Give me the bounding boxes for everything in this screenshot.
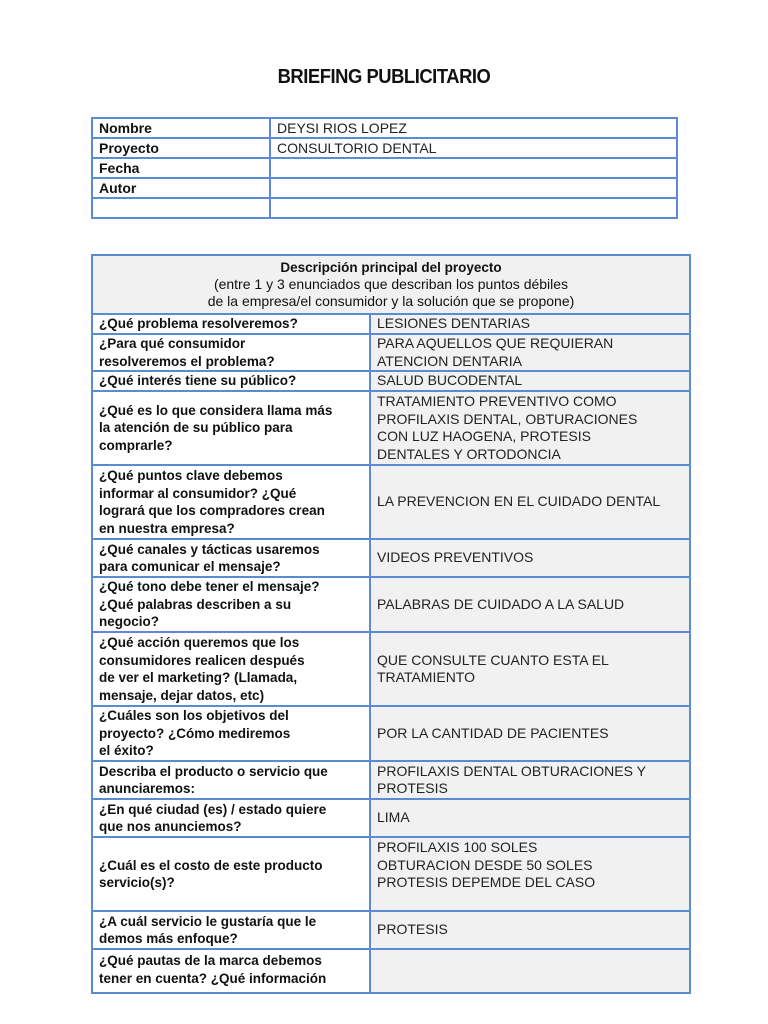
answer-line: PROFILAXIS DENTAL, OBTURACIONES [377,410,638,427]
brief-row [92,539,690,577]
brief-row [92,334,690,371]
question-line: que nos anunciemos? [99,819,242,834]
question-line: ¿Qué problema resolveremos? [99,316,298,332]
answer-cell [370,334,690,371]
info-row [92,178,677,198]
question-line: proyecto? ¿Cómo mediremos [99,725,291,741]
question-cell [92,314,370,334]
brief-row [92,911,690,949]
question-line: negocio? [99,614,159,630]
question-cell [92,371,370,391]
answer-line: LESIONES DENTARIAS [377,315,531,332]
question-cell [92,911,370,949]
question-cell [92,391,370,465]
info-label: Autor [92,178,270,198]
question-line: ¿Para qué consumidor [99,336,246,351]
answer-cell [370,539,690,577]
question-line: ¿Qué acción queremos que los [99,635,300,650]
description-line-2: de la empresa/el consumidor y la solución que se propone) [207,293,575,309]
answer-line: OBTURACION DESDE 50 SOLES [377,856,593,873]
question-line: ¿Cuál es el costo de este producto [99,857,323,873]
answer-line: POR LA CANTIDAD DE PACIENTES [377,724,609,741]
question-cell [92,706,370,761]
brief-row [92,799,690,837]
info-value: DEYSI RIOS LOPEZ [270,118,677,138]
answer-line: TRATAMIENTO [377,669,475,685]
question-line: la atención de su público para [99,420,293,436]
question-line: ¿Qué interés tiene su público? [99,373,297,389]
description-heading: Descripción principal del proyecto [280,260,502,275]
answer-line: VIDEOS PREVENTIVOS [377,549,534,566]
question-line: en nuestra empresa? [99,520,235,536]
question-line: ¿Qué puntos clave debemos [99,468,283,483]
info-label: Proyecto [92,138,270,158]
answer-cell [370,837,690,911]
brief-row [92,465,690,539]
question-line: logrará que los compradores crean [99,503,325,518]
info-row [92,198,677,218]
description-header [92,255,690,314]
question-line: servicio(s)? [99,875,175,890]
answer-line: QUE CONSULTE CUANTO ESTA EL [377,651,609,668]
answer-line: PARA AQUELLOS QUE REQUIERAN [377,335,614,351]
question-line: ¿En qué ciudad (es) / estado quiere [99,801,327,817]
brief-row [92,706,690,761]
question-line: tener en cuenta? ¿Qué información [99,970,327,986]
answer-line: LIMA [377,809,410,826]
answer-line: SALUD BUCODENTAL [377,372,523,389]
info-row [92,158,677,178]
answer-line: PROTESIS [377,780,448,796]
answer-line [377,962,683,980]
question-line: ¿Qué tono debe tener el mensaje? [99,579,320,595]
info-value: CONSULTORIO DENTAL [270,138,677,158]
answer-line: PALABRAS DE CUIDADO A LA SALUD [377,595,625,612]
question-line: Describa el producto o servicio que [99,763,328,779]
info-value [270,178,677,198]
answer-cell [370,371,690,391]
description-line-1: (entre 1 y 3 enunciados que describan los puntos débiles [213,276,569,292]
info-row [92,118,677,138]
answer-cell [370,314,690,334]
question-line: comprarle? [99,437,173,453]
question-cell [92,949,370,993]
info-row [92,138,677,158]
answer-line: DENTALES Y ORTODONCIA [377,445,561,462]
question-line: de ver el marketing? (Llamada, [99,670,298,685]
question-line: ¿Qué palabras describen a su [99,596,292,612]
brief-row [92,577,690,632]
question-line: resolveremos el problema? [99,353,275,369]
question-line: el éxito? [99,743,154,759]
question-line: para comunicar el mensaje? [99,559,281,574]
answer-line: TRATAMIENTO PREVENTIVO COMO [377,393,617,409]
question-line: ¿A cuál servicio le gustaría que le [99,913,317,929]
answer-cell [370,911,690,949]
info-value [270,198,677,218]
question-line: ¿Qué es lo que considera llama más [99,402,333,418]
description-header-row [92,255,690,314]
question-cell [92,799,370,837]
brief-row [92,314,690,334]
info-label: Nombre [92,118,270,138]
answer-line: PROFILAXIS DENTAL OBTURACIONES Y [377,762,646,779]
answer-line: CON LUZ HAOGENA, PROTESIS [377,428,591,444]
brief-table [91,254,691,994]
question-cell [92,761,370,799]
brief-row [92,391,690,465]
question-cell [92,465,370,539]
question-line: anunciaremos: [99,781,196,796]
question-cell [92,334,370,371]
question-line: informar al consumidor? ¿Qué [99,485,297,501]
question-cell [92,577,370,632]
answer-cell [370,577,690,632]
question-cell [92,539,370,577]
brief-row [92,949,690,993]
answer-line: PROTESIS DEPEMDE DEL CASO [377,874,596,890]
answer-cell [370,465,690,539]
info-value [270,158,677,178]
answer-cell [370,391,690,465]
brief-row [92,371,690,391]
answer-cell [370,706,690,761]
question-line: ¿Cuáles son los objetivos del [99,708,289,724]
answer-cell [370,761,690,799]
question-line: demos más enfoque? [99,931,238,946]
answer-line: LA PREVENCION EN EL CUIDADO DENTAL [377,493,661,510]
answer-line: PROFILAXIS 100 SOLES [377,839,538,855]
page-title: BRIEFING PUBLICITARIO [277,66,491,88]
question-cell [92,632,370,706]
info-table [91,117,678,219]
answer-cell [370,799,690,837]
question-line: mensaje, dejar datos, etc) [99,687,265,703]
answer-line: ATENCION DENTARIA [377,352,522,369]
info-label [92,198,270,218]
brief-row [92,632,690,706]
brief-row [92,761,690,799]
info-label: Fecha [92,158,270,178]
answer-line [377,892,683,910]
answer-cell [370,949,690,993]
brief-row [92,837,690,911]
question-cell [92,837,370,911]
answer-line: PROTESIS [377,921,448,938]
answer-cell [370,632,690,706]
question-line: consumidores realicen después [99,652,305,668]
question-line: ¿Qué canales y tácticas usaremos [99,541,320,557]
question-line: ¿Qué pautas de la marca debemos [99,953,322,968]
